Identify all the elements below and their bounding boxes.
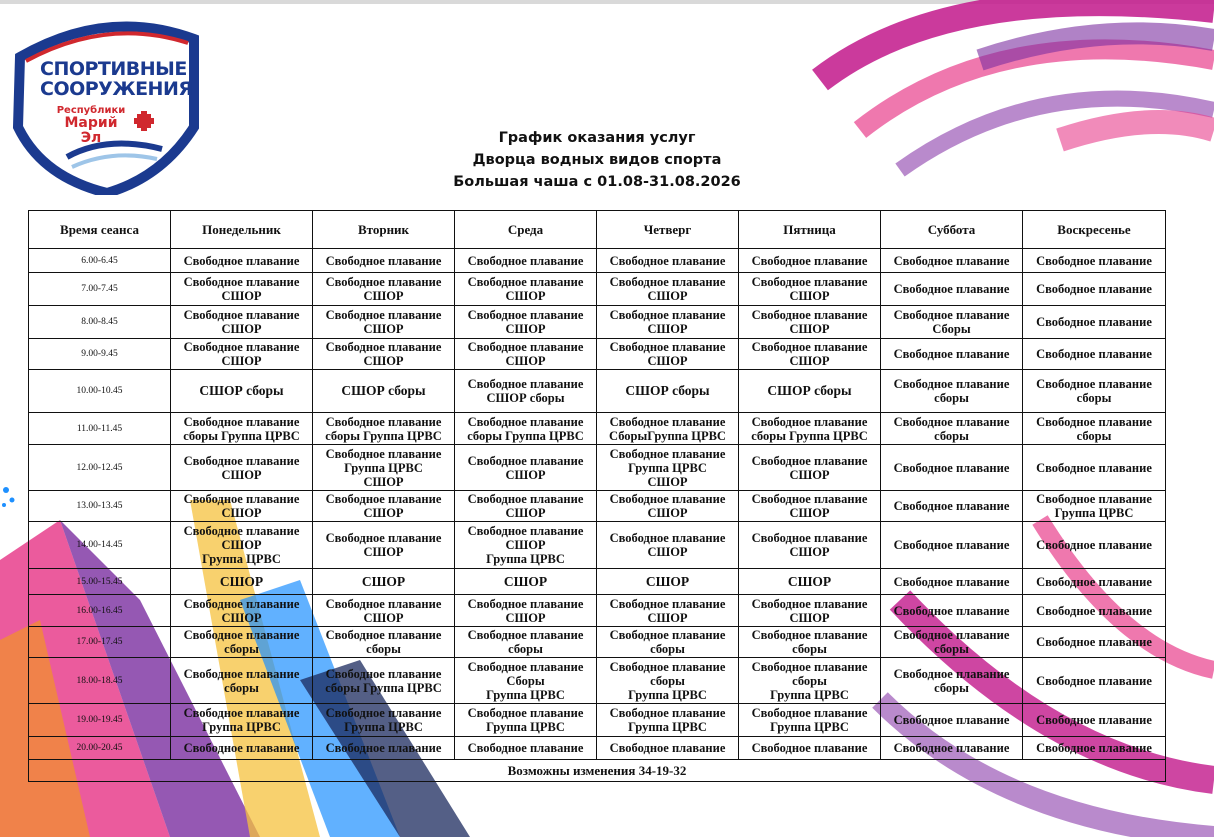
schedule-cell bbox=[171, 370, 313, 413]
schedule-cell-text: Свободное плавание сборы Группа ЦРВС bbox=[325, 414, 442, 443]
schedule-cell-text: Свободное плавание СШОР bbox=[467, 308, 584, 336]
schedule-cell-text: Свободное плавание СШОР bbox=[751, 453, 868, 482]
schedule-cell bbox=[455, 491, 597, 522]
schedule-cell-text: Свободное плавание bbox=[325, 253, 442, 268]
decor-dot bbox=[10, 498, 15, 503]
schedule-cell-text: Свободное плавание сборы bbox=[183, 628, 300, 656]
schedule-cell-text: Свободное плавание bbox=[183, 253, 300, 268]
schedule-cell bbox=[171, 595, 313, 627]
schedule-cell bbox=[1023, 273, 1166, 306]
schedule-cell-text: Свободное плавание СШОР bbox=[609, 308, 726, 336]
column-header: Четверг bbox=[597, 211, 739, 249]
schedule-cell bbox=[455, 273, 597, 306]
schedule-cell bbox=[1023, 658, 1166, 704]
schedule-cell bbox=[455, 737, 597, 760]
schedule-cell bbox=[597, 627, 739, 658]
logo-title: СПОРТИВНЫЕ СООРУЖЕНИЯ bbox=[40, 58, 193, 100]
schedule-cell-text: Свободное плавание СШОР bbox=[183, 340, 300, 368]
schedule-cell bbox=[597, 491, 739, 522]
session-time: 8.00-8.45 bbox=[29, 306, 171, 339]
schedule-cell-text: Свободное плавание сборы bbox=[893, 666, 1010, 695]
schedule-cell bbox=[881, 306, 1023, 339]
table-row bbox=[29, 445, 1166, 491]
schedule-cell bbox=[739, 413, 881, 445]
schedule-cell bbox=[597, 370, 739, 413]
schedule-cell-text: Свободное плавание Группа ЦРВС СШОР bbox=[325, 446, 442, 489]
schedule-cell bbox=[455, 445, 597, 491]
table-footer-note: Возможны изменения 34-19-32 bbox=[29, 760, 1166, 782]
schedule-cell-text: Свободное плавание СШОР bbox=[609, 531, 726, 559]
table-row bbox=[29, 370, 1166, 413]
schedule-cell bbox=[1023, 569, 1166, 595]
schedule-cell-text: Свободное плавание СШОР Группа ЦРВС bbox=[183, 524, 300, 566]
schedule-cell-text: Свободное плавание bbox=[1036, 635, 1152, 649]
schedule-cell-text: Свободное плавание СШОР bbox=[183, 308, 300, 336]
schedule-cell bbox=[455, 569, 597, 595]
schedule-cell-text: Свободное плавание сборы bbox=[893, 414, 1010, 443]
schedule-cell-text: Свободное плавание сборы bbox=[893, 377, 1010, 405]
schedule-cell bbox=[881, 522, 1023, 569]
schedule-cell-text: Свободное плавание bbox=[1036, 574, 1152, 589]
schedule-cell bbox=[171, 339, 313, 370]
session-time: 11.00-11.45 bbox=[29, 413, 171, 445]
schedule-cell-text: Свободное плавание СШОР bbox=[183, 275, 300, 303]
schedule-cell-text: Свободное плавание сборы Группа ЦРВС bbox=[751, 414, 868, 443]
schedule-cell bbox=[313, 627, 455, 658]
schedule-cell bbox=[1023, 445, 1166, 491]
session-time: 18.00-18.45 bbox=[29, 658, 171, 704]
schedule-cell bbox=[739, 339, 881, 370]
schedule-cell-text: Свободное плавание bbox=[1036, 460, 1152, 475]
schedule-cell bbox=[455, 249, 597, 273]
schedule-cell bbox=[597, 306, 739, 339]
column-header: Среда bbox=[455, 211, 597, 249]
session-time: 20.00-20.45 bbox=[29, 737, 171, 760]
schedule-cell-text: Свободное плавание СШОР bbox=[609, 492, 726, 520]
schedule-cell-text: Свободное плавание СШОР bbox=[751, 596, 868, 625]
schedule-cell bbox=[313, 737, 455, 760]
schedule-cell-text: Свободное плавание сборы Группа ЦРВС bbox=[325, 666, 442, 695]
column-header: Суббота bbox=[881, 211, 1023, 249]
schedule-cell-text: Свободное плавание сборы Группа ЦРВС bbox=[609, 659, 726, 702]
table-row bbox=[29, 491, 1166, 522]
session-time: 13.00-13.45 bbox=[29, 491, 171, 522]
schedule-cell bbox=[739, 445, 881, 491]
schedule-cell-text: Свободное плавание bbox=[893, 713, 1010, 727]
schedule-cell bbox=[597, 704, 739, 737]
table-row bbox=[29, 658, 1166, 704]
schedule-cell bbox=[1023, 339, 1166, 370]
table-row bbox=[29, 306, 1166, 339]
session-time: 6.00-6.45 bbox=[29, 249, 171, 273]
schedule-cell bbox=[1023, 627, 1166, 658]
schedule-cell-text: СШОР сборы bbox=[625, 383, 710, 398]
schedule-cell bbox=[597, 522, 739, 569]
logo bbox=[12, 17, 202, 195]
schedule-cell bbox=[313, 306, 455, 339]
schedule-cell bbox=[171, 522, 313, 569]
schedule-cell-text: Свободное плавание bbox=[893, 347, 1010, 361]
schedule-cell-text: СШОР bbox=[787, 573, 832, 589]
schedule-cell bbox=[313, 569, 455, 595]
schedule-cell bbox=[739, 658, 881, 704]
schedule-cell-text: Свободное плавание СШОР bbox=[325, 308, 442, 336]
schedule-cell bbox=[881, 249, 1023, 273]
schedule-cell bbox=[597, 737, 739, 760]
schedule-cell-text: Свободное плавание СШОР bbox=[325, 596, 442, 625]
schedule-cell bbox=[739, 595, 881, 627]
schedule-cell-text: Свободное плавание bbox=[893, 499, 1010, 513]
table-row bbox=[29, 339, 1166, 370]
schedule-cell-text: Свободное плавание СШОР bbox=[609, 275, 726, 303]
schedule-cell bbox=[1023, 413, 1166, 445]
schedule-cell bbox=[881, 413, 1023, 445]
schedule-cell bbox=[455, 522, 597, 569]
schedule-cell bbox=[597, 445, 739, 491]
schedule-cell bbox=[739, 370, 881, 413]
schedule-cell bbox=[455, 413, 597, 445]
schedule-cell-text: Свободное плавание СШОР bbox=[751, 275, 868, 303]
schedule-cell bbox=[881, 370, 1023, 413]
schedule-cell bbox=[1023, 704, 1166, 737]
schedule-cell bbox=[171, 737, 313, 760]
schedule-cell bbox=[1023, 370, 1166, 413]
schedule-cell-text: СШОР bbox=[361, 573, 406, 589]
schedule-cell bbox=[171, 249, 313, 273]
schedule-cell-text: Свободное плавание СШОР bbox=[467, 340, 584, 368]
schedule-cell-text: СШОР сборы bbox=[341, 383, 426, 398]
schedule-cell-text: Свободное плавание bbox=[183, 741, 300, 755]
schedule-cell bbox=[455, 306, 597, 339]
table-row bbox=[29, 522, 1166, 569]
schedule-cell bbox=[313, 491, 455, 522]
schedule-cell-text: Свободное плавание СШОР сборы bbox=[467, 377, 584, 405]
session-time: 9.00-9.45 bbox=[29, 339, 171, 370]
schedule-cell bbox=[739, 627, 881, 658]
schedule-cell bbox=[881, 491, 1023, 522]
schedule-cell bbox=[597, 569, 739, 595]
schedule-cell bbox=[1023, 306, 1166, 339]
schedule-cell bbox=[313, 273, 455, 306]
schedule-cell-text: Свободное плавание СШОР bbox=[325, 492, 442, 520]
column-header: Пятница bbox=[739, 211, 881, 249]
schedule-cell-text: Свободное плавание сборы Группа ЦРВС bbox=[467, 414, 584, 443]
schedule-cell bbox=[455, 658, 597, 704]
schedule-cell-text: Свободное плавание bbox=[893, 460, 1010, 475]
decor-dot bbox=[2, 503, 6, 507]
schedule-cell bbox=[455, 595, 597, 627]
schedule-cell-text: СШОР bbox=[645, 573, 690, 589]
schedule-cell bbox=[739, 569, 881, 595]
schedule-cell bbox=[313, 658, 455, 704]
schedule-cell-text: Свободное плавание СШОР bbox=[751, 340, 868, 368]
page-title bbox=[400, 127, 794, 193]
decor-dot bbox=[3, 487, 9, 493]
schedule-cell bbox=[171, 491, 313, 522]
table-row bbox=[29, 704, 1166, 737]
session-time: 16.00-16.45 bbox=[29, 595, 171, 627]
schedule-cell bbox=[739, 491, 881, 522]
schedule-cell-text: Свободное плавание СШОР bbox=[325, 340, 442, 368]
schedule-cell bbox=[597, 339, 739, 370]
schedule-cell bbox=[313, 370, 455, 413]
schedule-cell bbox=[739, 737, 881, 760]
schedule-cell bbox=[171, 704, 313, 737]
table-row bbox=[29, 273, 1166, 306]
schedule-cell-text: Свободное плавание bbox=[751, 253, 868, 268]
schedule-cell-text: Свободное плавание Группа ЦРВС bbox=[183, 706, 300, 734]
column-header: Время сеанса bbox=[29, 211, 171, 249]
schedule-cell-text: Свободное плавание Группа ЦРВС bbox=[609, 706, 726, 734]
session-time: 7.00-7.45 bbox=[29, 273, 171, 306]
decor-arc bbox=[1060, 122, 1214, 140]
schedule-cell bbox=[171, 658, 313, 704]
schedule-cell-text: Свободное плавание Группа ЦРВС СШОР bbox=[609, 446, 726, 489]
schedule-cell-text: Свободное плавание СШОР bbox=[467, 596, 584, 625]
schedule-cell-text: Свободное плавание bbox=[609, 253, 726, 268]
schedule-cell-text: Свободное плавание Группа ЦРВС bbox=[467, 706, 584, 734]
schedule-cell-text: Свободное плавание сборы bbox=[1036, 414, 1152, 443]
title-line-2: Дворца водных видов спорта bbox=[472, 152, 722, 168]
schedule-cell bbox=[1023, 249, 1166, 273]
session-time: 10.00-10.45 bbox=[29, 370, 171, 413]
schedule-cell-text: Свободное плавание bbox=[893, 538, 1010, 552]
schedule-cell-text: Свободное плавание bbox=[1036, 538, 1152, 552]
schedule-cell-text: Свободное плавание сборы bbox=[183, 666, 300, 695]
schedule-cell-text: Свободное плавание bbox=[893, 603, 1010, 618]
schedule-cell-text: Свободное плавание bbox=[609, 741, 726, 755]
schedule-cell bbox=[597, 413, 739, 445]
schedule-cell-text: СШОР bbox=[503, 573, 548, 589]
schedule-cell bbox=[597, 595, 739, 627]
schedule-cell-text: Свободное плавание bbox=[1036, 741, 1152, 755]
schedule-cell-text: Свободное плавание СШОР bbox=[609, 596, 726, 625]
schedule-cell bbox=[313, 413, 455, 445]
schedule-cell-text: Свободное плавание СШОР Группа ЦРВС bbox=[467, 524, 584, 566]
schedule-cell bbox=[313, 445, 455, 491]
schedule-cell-text: Свободное плавание СШОР bbox=[325, 275, 442, 303]
schedule-cell bbox=[597, 273, 739, 306]
schedule-cell bbox=[739, 704, 881, 737]
schedule-cell-text: Свободное плавание Сборы bbox=[893, 308, 1010, 336]
schedule-cell bbox=[881, 595, 1023, 627]
schedule-cell bbox=[313, 339, 455, 370]
schedule-cell bbox=[455, 627, 597, 658]
schedule-cell-text: Свободное плавание сборы Группа ЦРВС bbox=[751, 659, 868, 702]
schedule-cell-text: Свободное плавание сборы bbox=[751, 628, 868, 656]
schedule-cell-text: Свободное плавание bbox=[1036, 603, 1152, 618]
schedule-cell-text: Свободное плавание Группа ЦРВС bbox=[751, 706, 868, 734]
title-line-3: Большая чаша с 01.08-31.08.2026 bbox=[453, 174, 741, 190]
schedule-cell-text: Свободное плавание СШОР bbox=[751, 492, 868, 520]
table-row bbox=[29, 413, 1166, 445]
footer-row bbox=[29, 760, 1166, 782]
schedule-cell-text: Свободное плавание СШОР bbox=[183, 453, 300, 482]
table-row bbox=[29, 249, 1166, 273]
schedule-cell bbox=[881, 273, 1023, 306]
schedule-cell bbox=[171, 627, 313, 658]
schedule-cell bbox=[597, 249, 739, 273]
schedule-cell-text: СШОР сборы bbox=[767, 383, 852, 398]
schedule-cell bbox=[171, 569, 313, 595]
schedule-cell-text: Свободное плавание bbox=[467, 741, 584, 755]
schedule-table bbox=[28, 210, 1166, 782]
schedule-cell bbox=[881, 737, 1023, 760]
schedule-cell bbox=[171, 445, 313, 491]
table-row bbox=[29, 569, 1166, 595]
schedule-cell-text: Свободное плавание СШОР bbox=[467, 453, 584, 482]
table-row bbox=[29, 627, 1166, 658]
schedule-cell-text: Свободное плавание СШОР bbox=[325, 531, 442, 559]
schedule-cell-text: СШОР сборы bbox=[199, 383, 284, 398]
schedule-cell bbox=[739, 306, 881, 339]
schedule-cell-text: Свободное плавание bbox=[1036, 713, 1152, 727]
schedule-cell bbox=[313, 595, 455, 627]
schedule-cell-text: Свободное плавание bbox=[893, 282, 1010, 296]
schedule-cell-text: Свободное плавание сборы bbox=[609, 628, 726, 656]
schedule-cell bbox=[313, 522, 455, 569]
schedule-cell-text: Свободное плавание Сборы Группа ЦРВС bbox=[467, 659, 584, 702]
schedule-cell-text: Свободное плавание bbox=[325, 741, 442, 755]
schedule-cell-text: Свободное плавание СШОР bbox=[467, 275, 584, 303]
column-header: Вторник bbox=[313, 211, 455, 249]
schedule-cell-text: Свободное плавание СборыГруппа ЦРВС bbox=[609, 414, 726, 443]
schedule-cell bbox=[313, 249, 455, 273]
schedule-cell-text: Свободное плавание bbox=[893, 253, 1010, 268]
schedule-cell-text: СШОР bbox=[219, 573, 264, 589]
schedule-cell-text: Свободное плавание СШОР bbox=[467, 492, 584, 520]
schedule-cell bbox=[455, 370, 597, 413]
table-row bbox=[29, 737, 1166, 760]
schedule-cell bbox=[881, 658, 1023, 704]
session-time: 14.00-14.45 bbox=[29, 522, 171, 569]
schedule-cell-text: Свободное плавание сборы bbox=[893, 628, 1010, 656]
decor-arc bbox=[900, 99, 1214, 170]
schedule-cell-text: Свободное плавание bbox=[1036, 253, 1152, 268]
schedule-cell-text: Свободное плавание сборы Группа ЦРВС bbox=[183, 414, 300, 443]
schedule-cell bbox=[1023, 595, 1166, 627]
schedule-cell bbox=[171, 306, 313, 339]
schedule-cell-text: Свободное плавание СШОР bbox=[609, 340, 726, 368]
logo-subtitle: Республики Марий Эл bbox=[56, 105, 126, 146]
schedule-cell bbox=[313, 704, 455, 737]
schedule-cell bbox=[881, 627, 1023, 658]
column-header: Понедельник bbox=[171, 211, 313, 249]
schedule-cell-text: Свободное плавание bbox=[1036, 347, 1152, 361]
schedule-cell bbox=[739, 522, 881, 569]
schedule-cell-text: Свободное плавание СШОР bbox=[183, 596, 300, 625]
header-row bbox=[29, 211, 1166, 249]
schedule-cell-text: Свободное плавание СШОР bbox=[183, 492, 300, 520]
session-time: 15.00-15.45 bbox=[29, 569, 171, 595]
schedule-cell bbox=[597, 658, 739, 704]
table-row bbox=[29, 595, 1166, 627]
schedule-cell bbox=[1023, 522, 1166, 569]
schedule-cell-text: Свободное плавание Группа ЦРВС bbox=[325, 706, 442, 734]
title-line-1: График оказания услуг bbox=[498, 130, 696, 146]
schedule-cell-text: Свободное плавание bbox=[893, 574, 1010, 589]
schedule-cell bbox=[881, 445, 1023, 491]
schedule-cell bbox=[1023, 491, 1166, 522]
schedule-cell-text: Свободное плавание сборы bbox=[325, 628, 442, 656]
schedule-cell bbox=[881, 339, 1023, 370]
column-header: Воскресенье bbox=[1023, 211, 1166, 249]
schedule-cell bbox=[881, 704, 1023, 737]
schedule-cell bbox=[739, 273, 881, 306]
session-time: 19.00-19.45 bbox=[29, 704, 171, 737]
schedule-cell bbox=[171, 273, 313, 306]
schedule-cell-text: Свободное плавание сборы bbox=[467, 628, 584, 656]
schedule-cell bbox=[455, 704, 597, 737]
session-time: 12.00-12.45 bbox=[29, 445, 171, 491]
schedule-cell-text: Свободное плавание bbox=[1036, 673, 1152, 688]
schedule-cell-text: Свободное плавание сборы bbox=[1036, 377, 1152, 405]
schedule-cell bbox=[171, 413, 313, 445]
schedule-cell bbox=[455, 339, 597, 370]
schedule-cell-text: Свободное плавание bbox=[893, 741, 1010, 755]
schedule-cell-text: Свободное плавание СШОР bbox=[751, 531, 868, 559]
schedule-cell-text: Свободное плавание bbox=[1036, 315, 1152, 329]
schedule-cell-text: Свободное плавание bbox=[751, 741, 868, 755]
schedule-cell-text: Свободное плавание bbox=[467, 253, 584, 268]
schedule-cell-text: Свободное плавание СШОР bbox=[751, 308, 868, 336]
schedule-cell bbox=[881, 569, 1023, 595]
schedule-cell bbox=[1023, 737, 1166, 760]
schedule-cell-text: Свободное плавание Группа ЦРВС bbox=[1036, 492, 1152, 520]
schedule-cell bbox=[739, 249, 881, 273]
schedule-cell-text: Свободное плавание bbox=[1036, 282, 1152, 296]
session-time: 17.00-17.45 bbox=[29, 627, 171, 658]
